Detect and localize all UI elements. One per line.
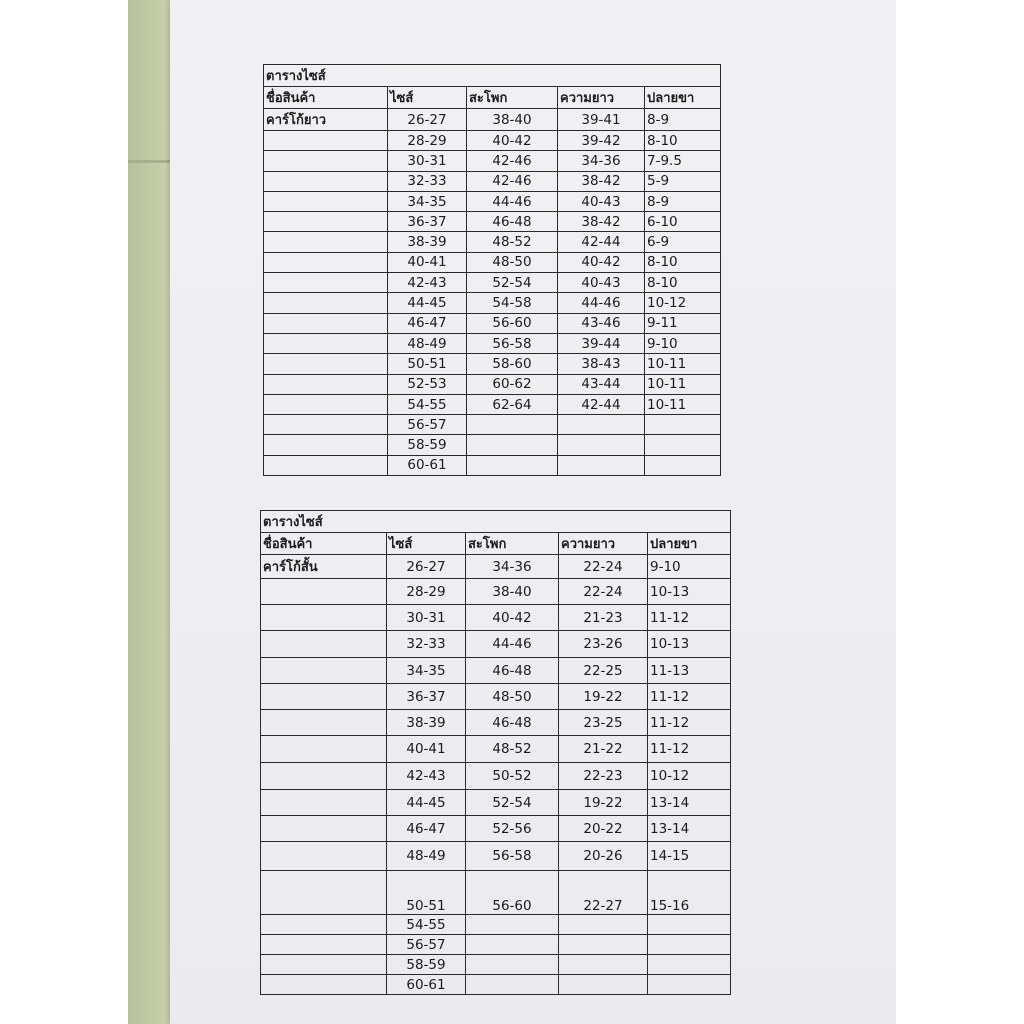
hip-cell: 42-46: [467, 171, 558, 191]
length-cell: 22-24: [559, 579, 648, 605]
product-cell: [261, 631, 387, 658]
hem-cell: [648, 915, 731, 935]
table-title: ตารางไซส์: [264, 65, 721, 87]
hip-cell: 56-58: [467, 333, 558, 353]
size-cell: 50-51: [387, 871, 466, 915]
length-cell: 22-23: [559, 763, 648, 790]
table-row: [261, 790, 731, 816]
product-cell: [264, 354, 388, 374]
hem-cell: 9-11: [645, 313, 721, 333]
hip-cell: 62-64: [467, 394, 558, 414]
length-cell: 22-27: [559, 871, 648, 915]
header-hem: ปลายขา: [645, 87, 721, 109]
table-row: [264, 435, 721, 455]
background-right: [896, 0, 1024, 1024]
product-cell: [264, 455, 388, 475]
product-cell: [261, 579, 387, 605]
hip-cell: [467, 455, 558, 475]
hip-cell: [467, 415, 558, 435]
hip-cell: 38-40: [467, 109, 558, 131]
product-cell: [261, 763, 387, 790]
size-cell: 26-27: [387, 555, 466, 579]
size-cell: 56-57: [387, 935, 466, 955]
table-row: [261, 842, 731, 871]
size-cell: 58-59: [388, 435, 467, 455]
hip-cell: 42-46: [467, 151, 558, 171]
hip-cell: [467, 435, 558, 455]
table-row: [264, 109, 721, 131]
table-row: [264, 415, 721, 435]
product-cell: คาร์โก้สั้น: [261, 555, 387, 579]
table-row: [261, 975, 731, 995]
hem-cell: 13-14: [648, 790, 731, 816]
size-cell: 40-41: [387, 736, 466, 763]
length-cell: 40-43: [558, 273, 645, 293]
product-cell: [264, 171, 388, 191]
hip-cell: 46-48: [466, 658, 559, 684]
size-cell: 32-33: [388, 171, 467, 191]
hem-cell: 11-12: [648, 684, 731, 710]
hem-cell: [645, 435, 721, 455]
table-row: [264, 191, 721, 211]
hip-cell: 46-48: [466, 710, 559, 736]
header-size: ไซส์: [387, 533, 466, 555]
size-cell: 46-47: [388, 313, 467, 333]
hem-cell: 5-9: [645, 171, 721, 191]
length-cell: 39-44: [558, 333, 645, 353]
hem-cell: 8-10: [645, 252, 721, 272]
product-cell: [261, 736, 387, 763]
hip-cell: 40-42: [466, 605, 559, 631]
product-cell: [261, 790, 387, 816]
header-hip: สะโพก: [467, 87, 558, 109]
product-cell: [264, 415, 388, 435]
product-cell: [264, 374, 388, 394]
product-cell: [261, 710, 387, 736]
size-cell: 28-29: [388, 131, 467, 151]
table-row: [261, 555, 731, 579]
hip-cell: [466, 975, 559, 995]
header-product-name: ชื่อสินค้า: [261, 533, 387, 555]
hem-cell: 11-13: [648, 658, 731, 684]
product-cell: [264, 232, 388, 252]
hip-cell: 56-58: [466, 842, 559, 871]
hem-cell: 9-10: [645, 333, 721, 353]
length-cell: 19-22: [559, 684, 648, 710]
hem-cell: 10-11: [645, 394, 721, 414]
hem-cell: 10-11: [645, 354, 721, 374]
size-cell: 56-57: [388, 415, 467, 435]
hem-cell: [645, 415, 721, 435]
table-row: [261, 871, 731, 915]
hem-cell: 11-12: [648, 710, 731, 736]
hem-cell: 10-13: [648, 631, 731, 658]
length-cell: 39-42: [558, 131, 645, 151]
hem-cell: 11-12: [648, 605, 731, 631]
hem-cell: 8-10: [645, 273, 721, 293]
table-header-row: [261, 533, 731, 555]
hip-cell: 48-50: [467, 252, 558, 272]
hip-cell: 44-46: [467, 191, 558, 211]
hip-cell: 48-52: [467, 232, 558, 252]
size-cell: 48-49: [387, 842, 466, 871]
product-cell: [264, 212, 388, 232]
table-row: [261, 955, 731, 975]
hip-cell: 56-60: [467, 313, 558, 333]
length-cell: 39-41: [558, 109, 645, 131]
hem-cell: 9-10: [648, 555, 731, 579]
length-cell: 20-26: [559, 842, 648, 871]
size-cell: 28-29: [387, 579, 466, 605]
size-cell: 46-47: [387, 816, 466, 842]
size-cell: 36-37: [387, 684, 466, 710]
table-row: [264, 313, 721, 333]
length-cell: 22-25: [559, 658, 648, 684]
size-cell: 34-35: [388, 191, 467, 211]
size-table-body: [264, 65, 721, 476]
hip-cell: 34-36: [466, 555, 559, 579]
header-hip: สะโพก: [466, 533, 559, 555]
product-cell: [261, 975, 387, 995]
table-row: [264, 252, 721, 272]
product-cell: คาร์โก้ยาว: [264, 109, 388, 131]
table-row: [261, 763, 731, 790]
length-cell: [558, 435, 645, 455]
header-product-name: ชื่อสินค้า: [264, 87, 388, 109]
hip-cell: 48-50: [466, 684, 559, 710]
length-cell: [559, 935, 648, 955]
table-row: [261, 915, 731, 935]
product-cell: [264, 131, 388, 151]
product-cell: [264, 313, 388, 333]
size-cell: 52-53: [388, 374, 467, 394]
header-length: ความยาว: [559, 533, 648, 555]
table-row: [261, 710, 731, 736]
hip-cell: [466, 955, 559, 975]
size-table-body: [261, 511, 731, 995]
table-row: [261, 816, 731, 842]
length-cell: 38-42: [558, 212, 645, 232]
size-cell: 60-61: [388, 455, 467, 475]
table-row: [261, 658, 731, 684]
size-cell: 42-43: [387, 763, 466, 790]
size-cell: 30-31: [387, 605, 466, 631]
size-cell: 50-51: [388, 354, 467, 374]
size-cell: 30-31: [388, 151, 467, 171]
header-hem: ปลายขา: [648, 533, 731, 555]
table-row: [261, 736, 731, 763]
table-row: [264, 394, 721, 414]
length-cell: 43-44: [558, 374, 645, 394]
hem-cell: 8-10: [645, 131, 721, 151]
hem-cell: [648, 955, 731, 975]
table-row: [264, 333, 721, 353]
length-cell: 23-26: [559, 631, 648, 658]
product-cell: [261, 915, 387, 935]
size-cell: 40-41: [388, 252, 467, 272]
size-cell: 38-39: [387, 710, 466, 736]
hem-cell: 8-9: [645, 191, 721, 211]
size-cell: 54-55: [387, 915, 466, 935]
hip-cell: 46-48: [467, 212, 558, 232]
hem-cell: 10-11: [645, 374, 721, 394]
hem-cell: 10-12: [645, 293, 721, 313]
length-cell: 34-36: [558, 151, 645, 171]
hip-cell: 60-62: [467, 374, 558, 394]
hip-cell: 58-60: [467, 354, 558, 374]
product-cell: [264, 191, 388, 211]
hip-cell: 52-56: [466, 816, 559, 842]
length-cell: [559, 975, 648, 995]
hem-cell: 8-9: [645, 109, 721, 131]
table-row: [261, 935, 731, 955]
length-cell: 22-24: [559, 555, 648, 579]
product-cell: [264, 293, 388, 313]
size-cell: 38-39: [388, 232, 467, 252]
length-cell: 21-22: [559, 736, 648, 763]
table-row: [264, 293, 721, 313]
table-row: [264, 455, 721, 475]
hip-cell: 40-42: [467, 131, 558, 151]
hem-cell: 6-10: [645, 212, 721, 232]
table-row: [264, 151, 721, 171]
product-cell: [261, 935, 387, 955]
length-cell: 40-42: [558, 252, 645, 272]
table-header-row: [264, 87, 721, 109]
size-table-short-cargo: [260, 510, 731, 995]
hip-cell: 54-58: [467, 293, 558, 313]
table-row: [261, 684, 731, 710]
product-cell: [264, 435, 388, 455]
table-title-row: [261, 511, 731, 533]
table-row: [264, 212, 721, 232]
table-row: [264, 232, 721, 252]
hip-cell: 38-40: [466, 579, 559, 605]
header-size: ไซส์: [388, 87, 467, 109]
product-cell: [264, 151, 388, 171]
size-cell: 58-59: [387, 955, 466, 975]
size-cell: 44-45: [388, 293, 467, 313]
table-row: [264, 131, 721, 151]
table-row: [261, 631, 731, 658]
length-cell: 38-43: [558, 354, 645, 374]
length-cell: 43-46: [558, 313, 645, 333]
hem-cell: [648, 935, 731, 955]
table-row: [264, 171, 721, 191]
product-cell: [261, 955, 387, 975]
size-cell: 44-45: [387, 790, 466, 816]
table-row: [264, 354, 721, 374]
hem-cell: 6-9: [645, 232, 721, 252]
size-cell: 36-37: [388, 212, 467, 232]
background-left: [0, 0, 128, 1024]
hem-cell: 10-13: [648, 579, 731, 605]
hem-cell: 13-14: [648, 816, 731, 842]
length-cell: 42-44: [558, 232, 645, 252]
hip-cell: [466, 915, 559, 935]
size-cell: 42-43: [388, 273, 467, 293]
product-cell: [261, 684, 387, 710]
hem-cell: 11-12: [648, 736, 731, 763]
product-cell: [261, 605, 387, 631]
length-cell: 38-42: [558, 171, 645, 191]
hip-cell: 50-52: [466, 763, 559, 790]
size-cell: 54-55: [388, 394, 467, 414]
size-cell: 26-27: [388, 109, 467, 131]
length-cell: 42-44: [558, 394, 645, 414]
length-cell: 23-25: [559, 710, 648, 736]
length-cell: 40-43: [558, 191, 645, 211]
product-cell: [264, 394, 388, 414]
table-row: [261, 605, 731, 631]
product-cell: [261, 816, 387, 842]
hem-cell: 7-9.5: [645, 151, 721, 171]
table-row: [261, 579, 731, 605]
length-cell: 20-22: [559, 816, 648, 842]
hip-cell: 52-54: [467, 273, 558, 293]
size-cell: 60-61: [387, 975, 466, 995]
table-row: [264, 273, 721, 293]
hip-cell: 52-54: [466, 790, 559, 816]
length-cell: [559, 915, 648, 935]
product-cell: [261, 871, 387, 915]
hem-cell: 14-15: [648, 842, 731, 871]
length-cell: 19-22: [559, 790, 648, 816]
hip-cell: 48-52: [466, 736, 559, 763]
product-cell: [264, 273, 388, 293]
length-cell: [558, 415, 645, 435]
table-title-row: [264, 65, 721, 87]
size-cell: 48-49: [388, 333, 467, 353]
size-table-long-cargo: [263, 64, 721, 476]
hip-cell: 44-46: [466, 631, 559, 658]
product-cell: [264, 333, 388, 353]
hem-cell: [645, 455, 721, 475]
hem-cell: 15-16: [648, 871, 731, 915]
hem-cell: 10-12: [648, 763, 731, 790]
length-cell: [559, 955, 648, 975]
size-cell: 34-35: [387, 658, 466, 684]
product-cell: [261, 658, 387, 684]
product-cell: [264, 252, 388, 272]
hip-cell: [466, 935, 559, 955]
table-row: [264, 374, 721, 394]
header-length: ความยาว: [558, 87, 645, 109]
product-cell: [261, 842, 387, 871]
length-cell: 21-23: [559, 605, 648, 631]
size-cell: 32-33: [387, 631, 466, 658]
hip-cell: 56-60: [466, 871, 559, 915]
hem-cell: [648, 975, 731, 995]
length-cell: [558, 455, 645, 475]
length-cell: 44-46: [558, 293, 645, 313]
table-title: ตารางไซส์: [261, 511, 731, 533]
